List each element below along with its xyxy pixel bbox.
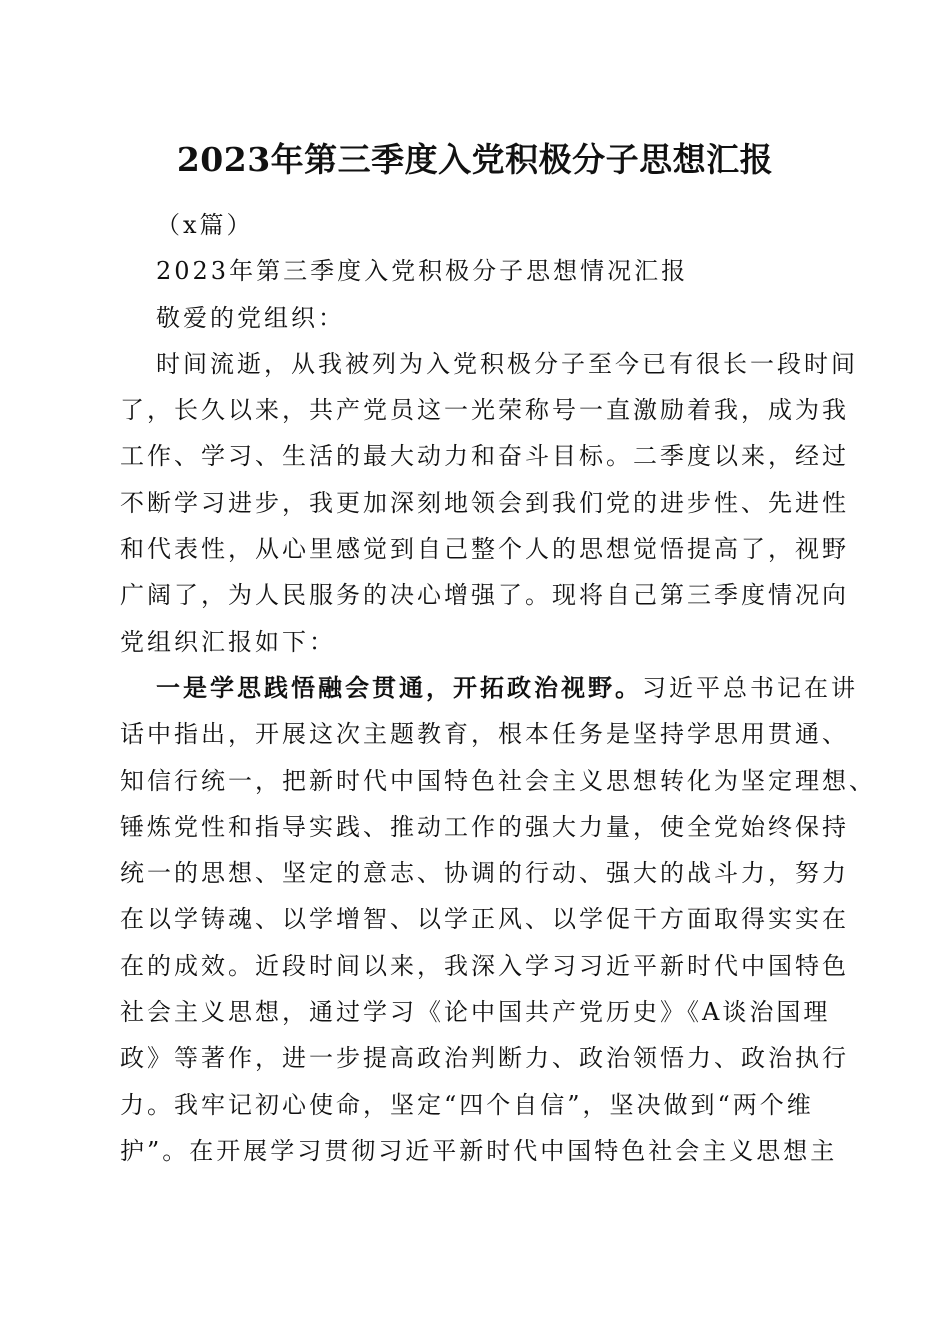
- paragraph-line: 社会主义思想，通过学习《论中国共产党历史》《A谈治国理: [120, 998, 831, 1027]
- subtitle-count: （x篇）: [156, 211, 254, 239]
- paragraph-line: 在的成效。近段时间以来，我深入学习习近平新时代中国特色: [120, 951, 849, 980]
- paragraph-line: 不断学习进步，我更加深刻地领会到我们党的进步性、先进性: [120, 488, 849, 517]
- salutation: 敬爱的党组织：: [156, 303, 345, 332]
- report-heading: 2023年第三季度入党积极分子思想情况汇报: [156, 257, 689, 286]
- paragraph-line: 了，长久以来，共产党员这一光荣称号一直激励着我，成为我: [120, 396, 849, 425]
- paragraph-line: 护”。在开展学习贯彻习近平新时代中国特色社会主义思想主: [120, 1136, 838, 1165]
- section-one-lead-text: 习近平总书记在讲: [642, 673, 858, 702]
- paragraph-line: 话中指出，开展这次主题教育，根本任务是坚持学思用贯通、: [120, 720, 849, 749]
- section-one-first-line: [120, 665, 858, 711]
- paragraph-line: 广阔了，为人民服务的决心增强了。现将自己第三季度情况向: [120, 581, 849, 610]
- paragraph-line: 时间流逝，从我被列为入党积极分子至今已有很长一段时间: [156, 349, 858, 378]
- paragraph-line: 统一的思想、坚定的意志、协调的行动、强大的战斗力，努力: [120, 859, 849, 888]
- paragraph-line: 党组织汇报如下：: [120, 627, 336, 656]
- paragraph-line: 政》等著作，进一步提高政治判断力、政治领悟力、政治执行: [120, 1044, 849, 1073]
- document-title: 2023年第三季度入党积极分子思想汇报: [176, 140, 774, 179]
- paragraph-line: 和代表性，从心里感觉到自己整个人的思想觉悟提高了，视野: [120, 535, 849, 564]
- document-body: [120, 202, 876, 1174]
- paragraph-line: 工作、学习、生活的最大动力和奋斗目标。二季度以来，经过: [120, 442, 849, 471]
- paragraph-line: 在以学铸魂、以学增智、以学正风、以学促干方面取得实实在: [120, 905, 849, 934]
- paragraph-line: 知信行统一，把新时代中国特色社会主义思想转化为坚定理想、: [120, 766, 876, 795]
- paragraph-line: 锤炼党性和指导实践、推动工作的强大力量，使全党始终保持: [120, 812, 849, 841]
- paragraph-line: 力。我牢记初心使命，坚定“四个自信”，坚决做到“两个维: [120, 1090, 814, 1119]
- section-one-heading: 一是学思践悟融会贯通，开拓政治视野。: [156, 672, 642, 702]
